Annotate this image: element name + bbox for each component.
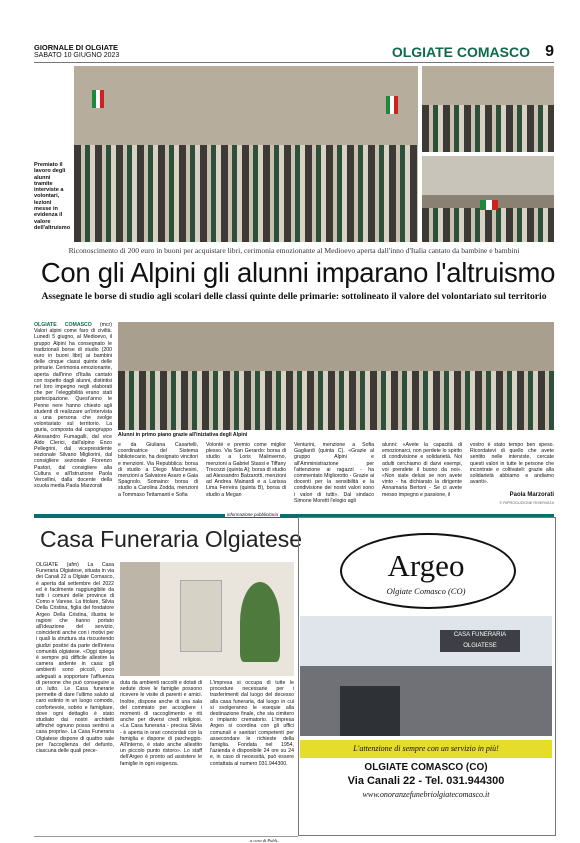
paper-name: GIORNALE DI OLGIATE [34, 43, 119, 52]
group-photo-main [74, 66, 418, 242]
photo-small-bottom-right [422, 156, 554, 242]
advertorial-credit: a cura di Publi.. [250, 838, 280, 843]
issue-date: SABATO 10 GIUGNO 2023 [34, 52, 120, 59]
argeo-address: Via Canali 22 - Tel. 031.944300 [347, 775, 505, 787]
advertorial-bottom-rule [34, 836, 298, 837]
photo-caption-middle: Alunni in primo piano grazie all'iniziativa degli Alpini [118, 432, 248, 438]
article-col-6: vostro è stato tempo ben speso. Ricordatevi di quello che avete sentito nelle interviste, cercate questi valori in tutte le persone che incontrate e coltivateli: grazie alla solidarietà abbiamo e andiamo avanti». [470, 442, 554, 486]
advertorial-col-2: duta da ambienti raccolti e dotati di sedute dove le famiglie possono ricevere le visite di parenti e amici. Inoltre, dispone anche di una sala del commiato per accogliere i momenti di raccoglimento e riti anche per diversi credi religiosi. «La Casa funeraria - precisa Silvia - è aperta in orari concordati con la famiglia e dispone di parcheggio. All'interno, è stato anche allestito un piccolo punto ristoro». Lo staff dell'Argeo è pronto ad assistere le famiglie in ogni esigenza. [120, 680, 202, 767]
advertorial-col-1: OLGIATE (afm) La Casa Funeraria Olgiatese, situata in via dei Canali 22 a Olgiate Comasco, è aperta dal settembre del 2022 ed è facilmente raggiungibile da tutti i comuni delle province di Como e Varese. La titolare, Silvia Della Cristina, figlia del fondatore Argeo Della Cristina, illustra le ragioni che hanno portato all'ideazione del servizio, coincidenti anche con i motivi per i quali la struttura sta riscuotendo giudizi positivi da parte dell'intera comunità olgiatese. «Oggi spiega è sempre più difficile allestire la camera ardente in casa: gli ambienti sono piccoli, poco adeguati a sopportare l'affluenza di persone che può conseguire a un lutto. Le Casa funerarie permette di dare l'ultimo saluto al caro estinto in un luogo comodo, confortevole, sobrio e famigliare, dove ogni dettaglio è stato studiato dai nostri architetti affinché ognuno possa sentirsi a casa propria». La Casa Funeraria Olgiatese dispone di quattro sale per l'accoglienza del defunto, ciascuna delle quali prece- [36, 562, 114, 755]
article-col-1 [34, 322, 112, 489]
article-col-1-text: (mcr) Valori alpini come faro di civiltà. Lunedì 5 giugno, al Medioevo, il gruppo Alpini ha consegnato le tradizionali borse di studio (200 euro in buoni libri) ai bambini delle cinque classi quinte delle primarie. Cerimonia emozionante, aperta dall'inno d'Italia cantato con rispetto dagli alunni, distintisi nel loro impegno negli elaborati che per l'eleggibilità erano stati partecipazione. Quest'anno le Penne nere hanno chiesto agli studenti di realizzare un'intervista a una persona che svolge volontariato sul territorio. La giuria, composta dal capogruppo Alessandro Fumagalli, dal vice Aldo Clerici, dall'alpino Enzo Pellegrini, dal vicepresidente sezionale Silvano Migliorini, dal consigliere sezionale Fiorenzo Pastori, dal consigliere alla Cultura e all'Istruzione Paola Vercellini, dalla docente della scuola media Paola Marzorati [34, 322, 112, 490]
masthead [34, 44, 119, 60]
article-subhead: Assegnate le borse di studio agli scolari delle classi quinte delle primarie: sottolineato il valore del volontariato sul territorio [41, 291, 547, 302]
group-photo-middle [118, 322, 554, 430]
photo-caption-top: Premiato il lavoro degli alunni tramite interviste a volontari, lezioni messe in evidenza il valore dell'altruismo [34, 162, 71, 231]
building-sign: CASA FUNERARIA OLGIATESE [440, 630, 520, 652]
argeo-company: OLGIATE COMASCO (CO) [364, 762, 488, 773]
article-headline: Con gli Alpini gli alunni imparano l'altruismo [40, 257, 556, 288]
interior-photo [120, 562, 294, 676]
section-title: OLGIATE COMASCO [391, 44, 530, 60]
argeo-logo-name: Argeo [387, 548, 465, 583]
advertorial-col-3: L'impresa si occupa di tutte le procedure necessarie per i trasferimenti dal luogo del decesso alla casa funeraria, dal luogo in cui si svolgeranno le esequie alla destinazione finale, che sia cimitero o impianto crematorio. L'impresa Argeo si coordina con gli uffici comunali e sanitari competenti per assecondare le richieste della famiglia. Fondata nel 1954, l'azienda è disponibile 24 ore su 24 e, in caso di necessità, può essere contattata al numero 031.944300. [210, 680, 294, 767]
article-col-5: alunni: «Avete la capacità di emozionarci, non perdete lo spirito di condivisione e solidarietà. Noi adulti cerchiamo di darvi esempi, voi prendete il buono da noi». «Non siate delusi se non avete vinto - ha dichiarato la dirigente Annamaria Bertoni - Se ci avete messo impegno e passione, il [382, 442, 462, 498]
article-kicker: Riconoscimento di 200 euro in buoni per acquistare libri, cerimonia emozionante al Medioevo aperta dall'inno d'Italia cantato da bambine e bambini [68, 246, 520, 255]
header-rule [34, 62, 554, 63]
argeo-logo-place: Olgiate Comasco (CO) [386, 586, 466, 596]
lead-tag: OLGIATE COMASCO [34, 322, 92, 328]
article-col-3: Volonté e premio come miglior plesso. Via San Gerardo: borsa di studio a Loris Malinverno, menzioni a Gabriel Stassi e Tiffany Trecozzi (quinta A); borsa di studio ad Alessandro Balzarotti, menzioni ad Andrea Mainardi e a Larissa Lima Ferreira (quinta B), borsa di studio a Megan [206, 442, 286, 498]
page-number: 9 [545, 43, 554, 60]
advertorial-title: Casa Funeraria Olgiatese [40, 526, 303, 552]
argeo-banner [300, 740, 552, 758]
building-photo [300, 616, 552, 736]
advertorial-tag: informazione pubblicitaria [226, 512, 278, 517]
article-col-2: e da Giuliana Casartelli, coordinatrice del Sistema bibliotecario, ha designato vincitori e menzioni. Via Repubblica: borsa di studio a Diego Marchesini, menzioni a Salvatore Asaro e Gaia Spagnolo. Somaino: borsa di studio a Carolina Zodda, menzioni a Tommaso Tettamanti e Sofia [118, 442, 198, 498]
article-rights: © RIPRODUZIONE RISERVATA [499, 501, 554, 505]
argeo-website: www.onoranzefunebriolgiatecomasco.it [362, 790, 490, 799]
article-col-4: Venturini, menzione a Sofia Gagliardi (quinta C). «Grazie al gruppo Alpini e all'Amministrazione per l'attenzione ai ragazzi - ha commentato Migliorotto - Grazie ai docenti per la sensibilità e la condivisione dei nostri valori sono i valori di tutti». Dal sindaco Simone Moretti l'elogio agli [294, 442, 374, 504]
argeo-banner-text: L'attenzione di sempre con un servizio in più! [353, 744, 499, 753]
article-author: Paola Marzorati [509, 492, 554, 498]
photo-small-top-right [422, 66, 554, 152]
